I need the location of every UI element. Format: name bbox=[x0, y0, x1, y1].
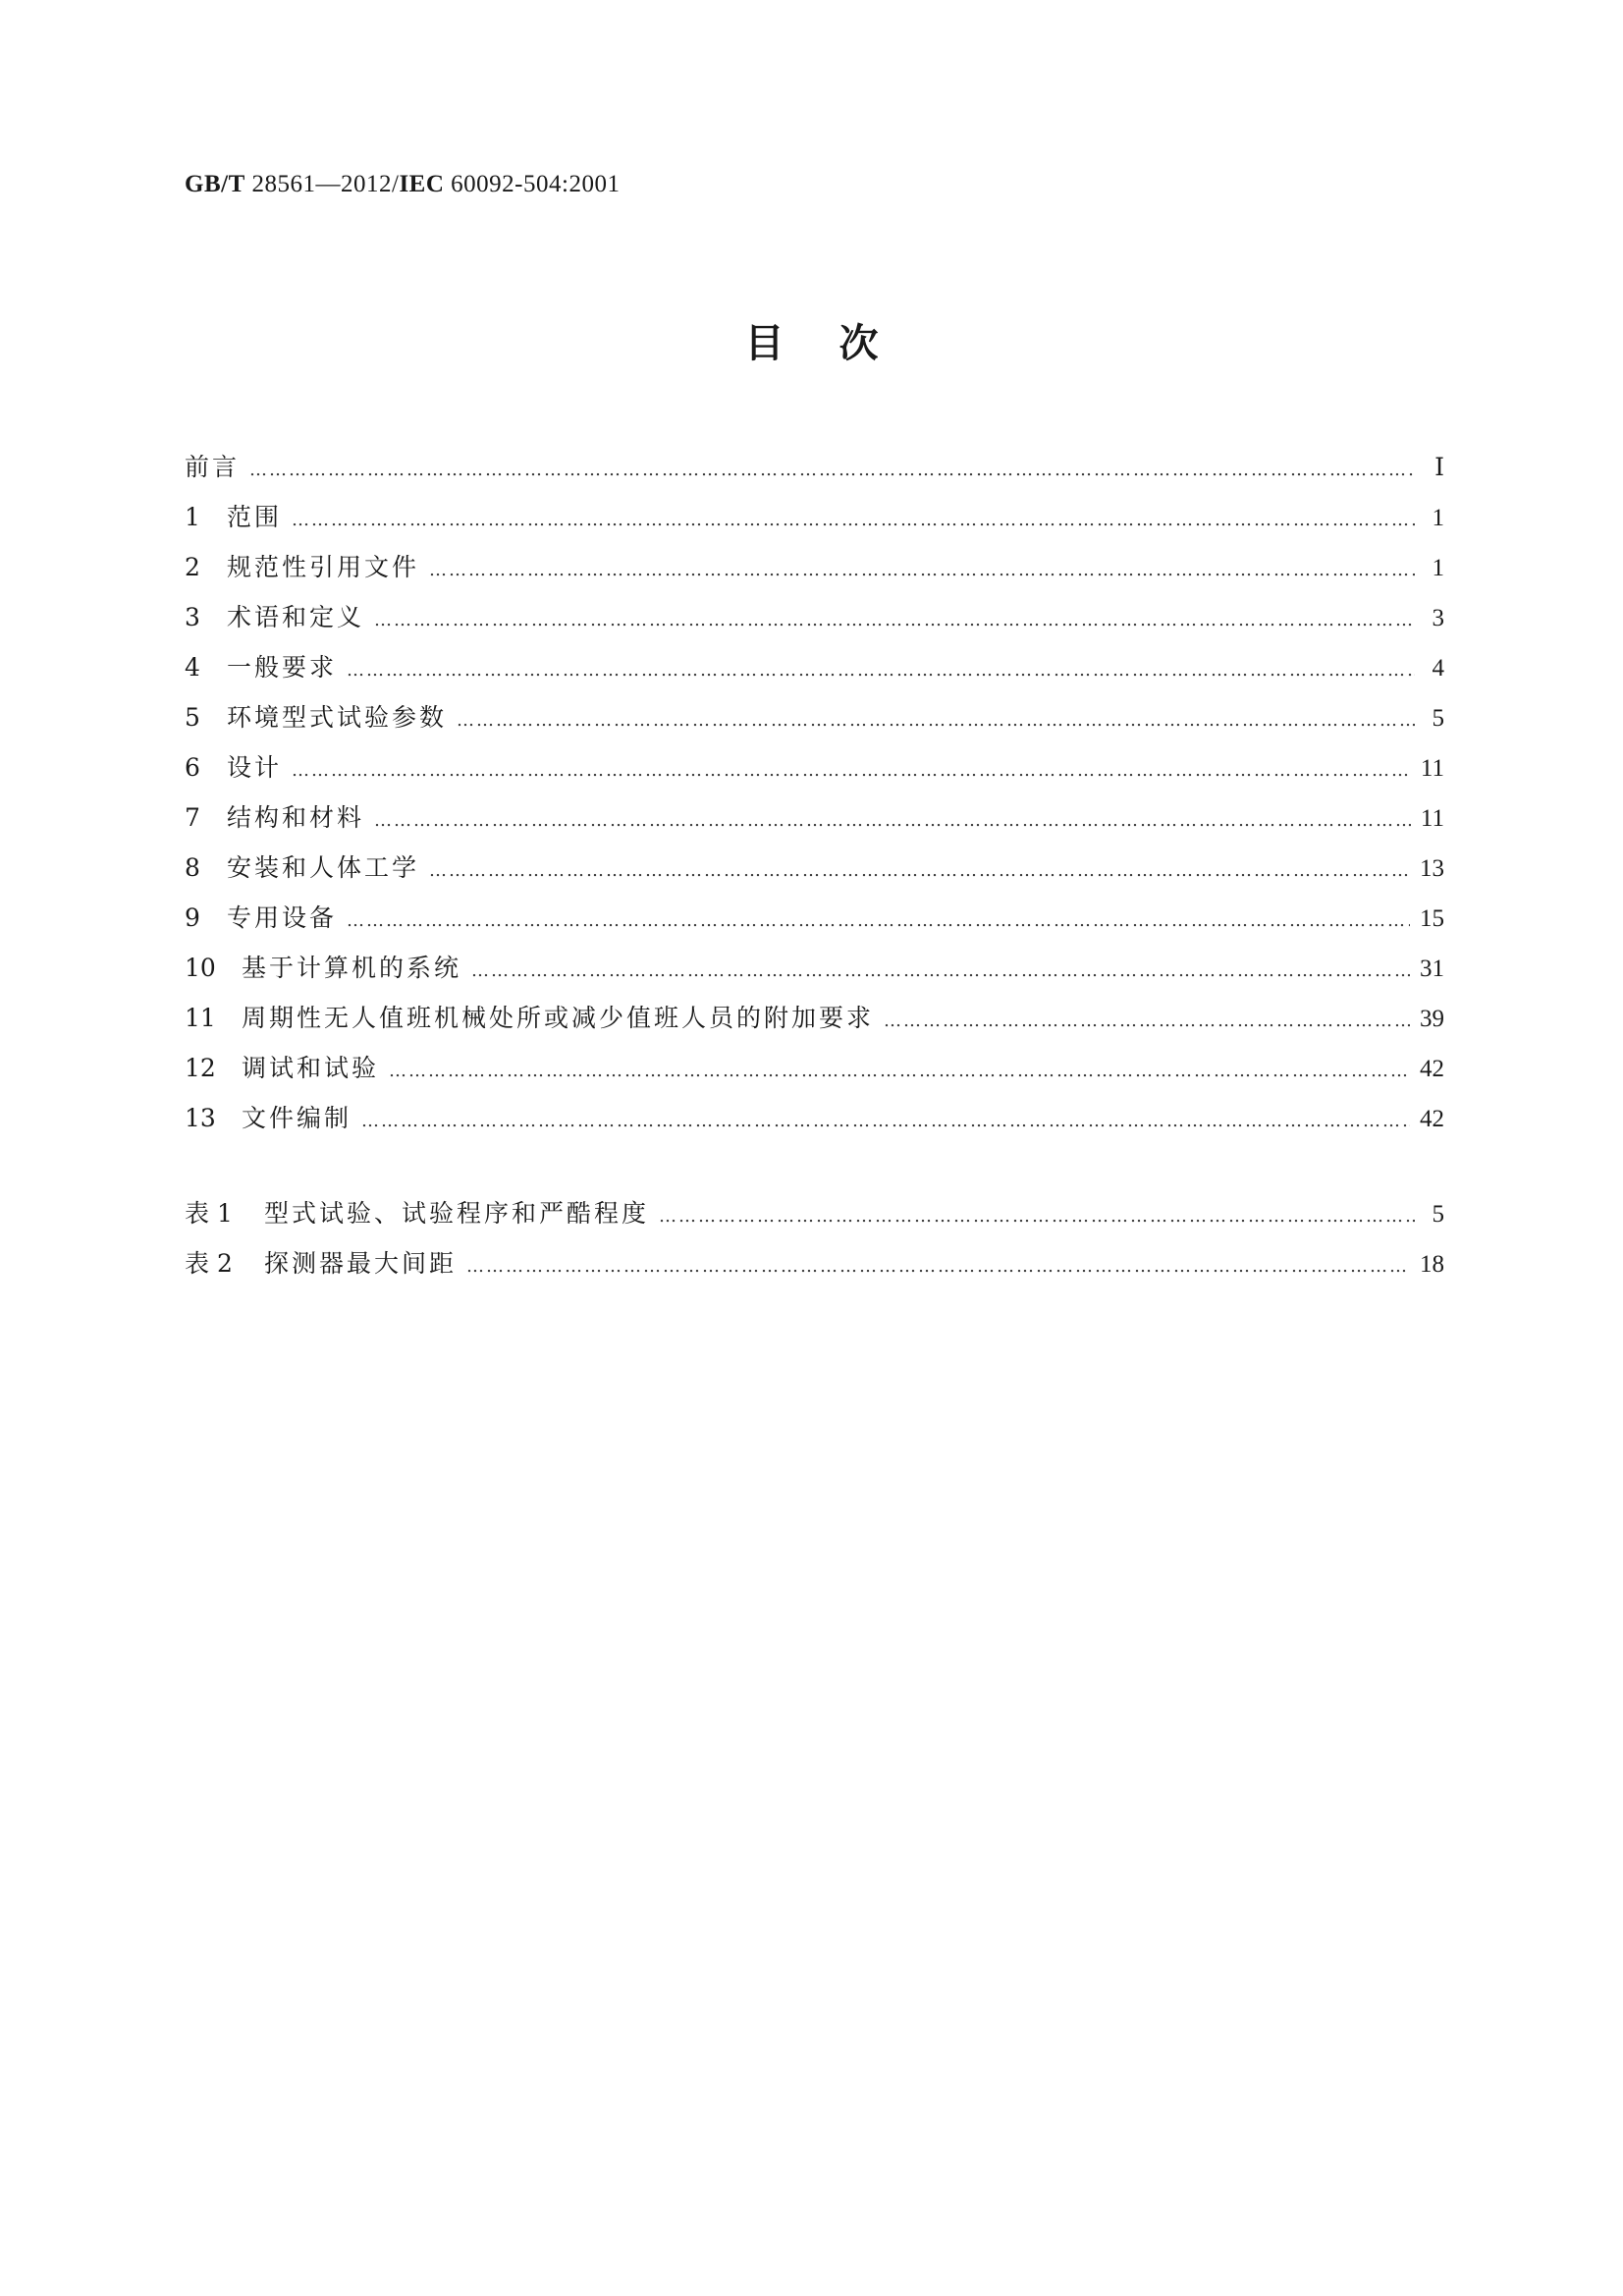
toc-entry-number: 12 bbox=[185, 1054, 216, 1082]
toc-entry-title: 一般要求 bbox=[227, 653, 338, 682]
standard-code-prefix: GB/T bbox=[185, 171, 245, 197]
toc-leader bbox=[429, 860, 1410, 881]
toc-entry-page: 31 bbox=[1420, 956, 1444, 982]
toc-entry-page: 1 bbox=[1432, 555, 1444, 581]
toc-entry-number: 13 bbox=[185, 1104, 216, 1132]
toc-entry-7[interactable] bbox=[185, 798, 1444, 848]
toc-leader bbox=[374, 810, 1411, 831]
toc-leader bbox=[361, 1111, 1410, 1131]
toc-entry-2[interactable] bbox=[185, 548, 1444, 598]
toc-table-page: 18 bbox=[1420, 1251, 1444, 1278]
toc-table-2[interactable] bbox=[185, 1244, 1444, 1294]
toc-leader bbox=[389, 1061, 1410, 1081]
toc-entry-page: 39 bbox=[1420, 1006, 1444, 1032]
toc-entry-page: 42 bbox=[1420, 1056, 1444, 1082]
toc-entry-13[interactable] bbox=[185, 1099, 1444, 1149]
toc-entry-12[interactable] bbox=[185, 1049, 1444, 1099]
toc-entry-number: 3 bbox=[185, 603, 200, 631]
toc-entry-page: 11 bbox=[1420, 805, 1444, 832]
toc-entry-title: 环境型式试验参数 bbox=[227, 703, 448, 732]
toc-table-title: 型式试验、试验程序和严酷程度 bbox=[264, 1199, 650, 1228]
toc-entry-foreword[interactable] bbox=[185, 448, 1444, 498]
standard-code bbox=[185, 171, 620, 198]
toc-leader bbox=[884, 1011, 1410, 1031]
toc-entry-page: 4 bbox=[1432, 655, 1444, 682]
toc-entry-title: 前言 bbox=[185, 453, 241, 481]
toc-entry-5[interactable] bbox=[185, 698, 1444, 748]
toc-entry-page: 5 bbox=[1432, 705, 1444, 732]
toc-leader bbox=[659, 1206, 1415, 1227]
toc-entry-number: 1 bbox=[185, 503, 200, 531]
toc-entry-number: 5 bbox=[185, 703, 200, 732]
toc-entry-number: 2 bbox=[185, 553, 200, 581]
toc-leader bbox=[374, 610, 1415, 630]
toc-entry-number: 7 bbox=[185, 803, 200, 832]
toc-entry-title: 基于计算机的系统 bbox=[242, 954, 462, 982]
standard-code-iec: IEC bbox=[399, 171, 445, 197]
toc-leader bbox=[347, 910, 1410, 931]
toc-entry-title: 术语和定义 bbox=[227, 603, 365, 631]
toc-entry-title: 结构和材料 bbox=[227, 803, 365, 832]
toc-leader bbox=[292, 510, 1415, 530]
toc-entry-number: 10 bbox=[185, 954, 216, 982]
toc-entry-number: 8 bbox=[185, 853, 200, 882]
toc-entry-title: 设计 bbox=[227, 753, 283, 782]
toc-table-1[interactable] bbox=[185, 1194, 1444, 1244]
toc-entry-10[interactable] bbox=[185, 949, 1444, 999]
toc-entry-number: 4 bbox=[185, 653, 200, 682]
toc-entry-page: Ⅰ bbox=[1434, 455, 1444, 481]
toc-entry-number: 11 bbox=[185, 1004, 216, 1032]
toc-entry-number: 9 bbox=[185, 903, 200, 932]
toc-entry-page: 3 bbox=[1432, 605, 1444, 631]
toc-entry-number: 6 bbox=[185, 753, 200, 782]
toc-entry-11[interactable] bbox=[185, 999, 1444, 1049]
toc-entry-page: 13 bbox=[1420, 855, 1444, 882]
toc-entry-title: 范围 bbox=[227, 503, 283, 531]
standard-code-number: 28561—2012/ bbox=[244, 171, 400, 197]
toc-leader bbox=[471, 960, 1410, 981]
toc-entry-title: 文件编制 bbox=[242, 1104, 352, 1132]
toc-entry-1[interactable] bbox=[185, 498, 1444, 548]
toc-entry-9[interactable] bbox=[185, 899, 1444, 949]
toc-entry-page: 15 bbox=[1420, 905, 1444, 932]
toc-leader bbox=[457, 710, 1415, 731]
toc-leader bbox=[466, 1256, 1410, 1277]
toc-entry-4[interactable] bbox=[185, 648, 1444, 698]
toc-leader bbox=[347, 660, 1415, 681]
toc-entry-3[interactable] bbox=[185, 598, 1444, 648]
standard-code-iec-number: 60092-504:2001 bbox=[444, 171, 621, 197]
toc-entry-title: 周期性无人值班机械处所或减少值班人员的附加要求 bbox=[242, 1004, 875, 1032]
toc-entry-6[interactable] bbox=[185, 748, 1444, 798]
toc-entry-title: 调试和试验 bbox=[242, 1054, 380, 1082]
toc-leader bbox=[292, 760, 1411, 781]
toc-entry-title: 专用设备 bbox=[227, 903, 338, 932]
toc-entry-title: 安装和人体工学 bbox=[227, 853, 420, 882]
table-of-contents bbox=[185, 448, 1444, 1149]
toc-entry-title: 规范性引用文件 bbox=[227, 553, 420, 581]
toc-entry-page: 42 bbox=[1420, 1106, 1444, 1132]
toc-leader bbox=[249, 460, 1415, 480]
toc-table-page: 5 bbox=[1432, 1201, 1444, 1228]
list-of-tables bbox=[185, 1194, 1444, 1294]
toc-entry-page: 1 bbox=[1432, 505, 1444, 531]
toc-table-number: 表 1 bbox=[185, 1199, 233, 1228]
toc-table-number: 表 2 bbox=[185, 1249, 233, 1278]
page-title: 目次 bbox=[744, 321, 934, 366]
toc-entry-page: 11 bbox=[1420, 755, 1444, 782]
toc-entry-8[interactable] bbox=[185, 848, 1444, 899]
toc-leader bbox=[429, 560, 1415, 580]
toc-table-title: 探测器最大间距 bbox=[264, 1249, 458, 1278]
